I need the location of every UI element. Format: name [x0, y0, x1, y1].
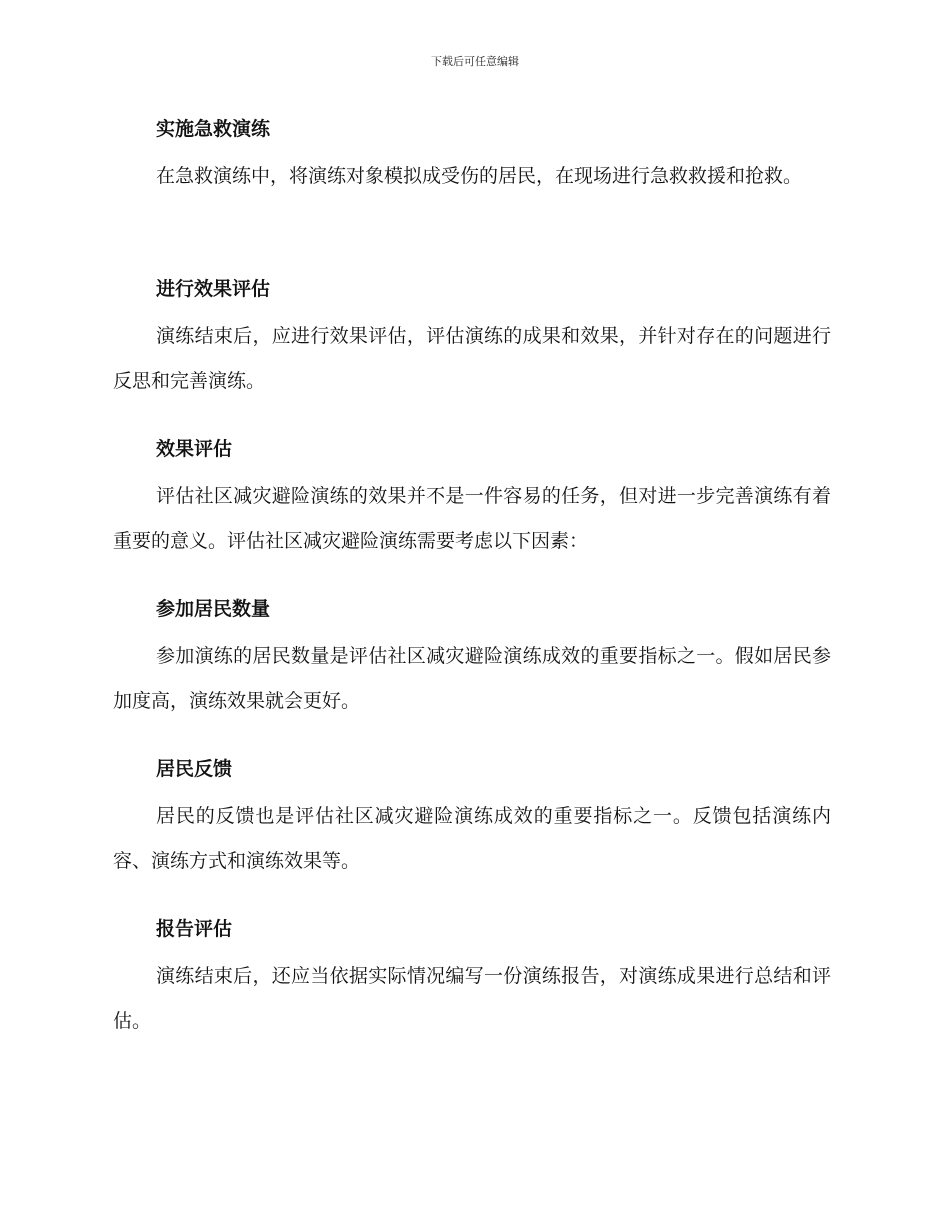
- document-body: [113, 112, 831, 1072]
- section-paragraph: 演练结束后，还应当依据实际情况编写一份演练报告，对演练成果进行总结和评估。: [113, 965, 831, 1032]
- section-heading: 效果评估: [156, 438, 233, 460]
- section-heading: 报告评估: [156, 918, 233, 940]
- section-paragraph: 居民的反馈也是评估社区减灾避险演练成效的重要指标之一。反馈包括演练内容、演练方式和演练效果等。: [113, 805, 831, 872]
- section-resident-feedback: [113, 752, 831, 912]
- section-paragraph: 在急救演练中，将演练对象模拟成受伤的居民，在现场进行急救救援和抢救。: [156, 165, 803, 187]
- section-report-evaluation: [113, 912, 831, 1072]
- page-header: 下载后可任意编辑: [431, 55, 519, 68]
- section-heading: 进行效果评估: [156, 278, 271, 300]
- section-heading: 参加居民数量: [156, 598, 271, 620]
- section-paragraph: 评估社区减灾避险演练的效果并不是一件容易的任务，但对进一步完善演练有着重要的意义。评估社区减灾避险演练需要考虑以下因素：: [113, 485, 831, 552]
- section-heading: 居民反馈: [156, 758, 233, 780]
- section-effect-evaluation: [113, 432, 831, 592]
- section-paragraph: 参加演练的居民数量是评估社区减灾避险演练成效的重要指标之一。假如居民参加度高，演练效果就会更好。: [113, 645, 831, 712]
- section-effect-evaluation-step: [113, 272, 831, 432]
- section-participant-count: [113, 592, 831, 752]
- section-paragraph: 演练结束后，应进行效果评估，评估演练的成果和效果，并针对存在的问题进行反思和完善演练。: [113, 325, 831, 392]
- section-first-aid-drill: [113, 112, 831, 272]
- section-heading: 实施急救演练: [156, 118, 271, 140]
